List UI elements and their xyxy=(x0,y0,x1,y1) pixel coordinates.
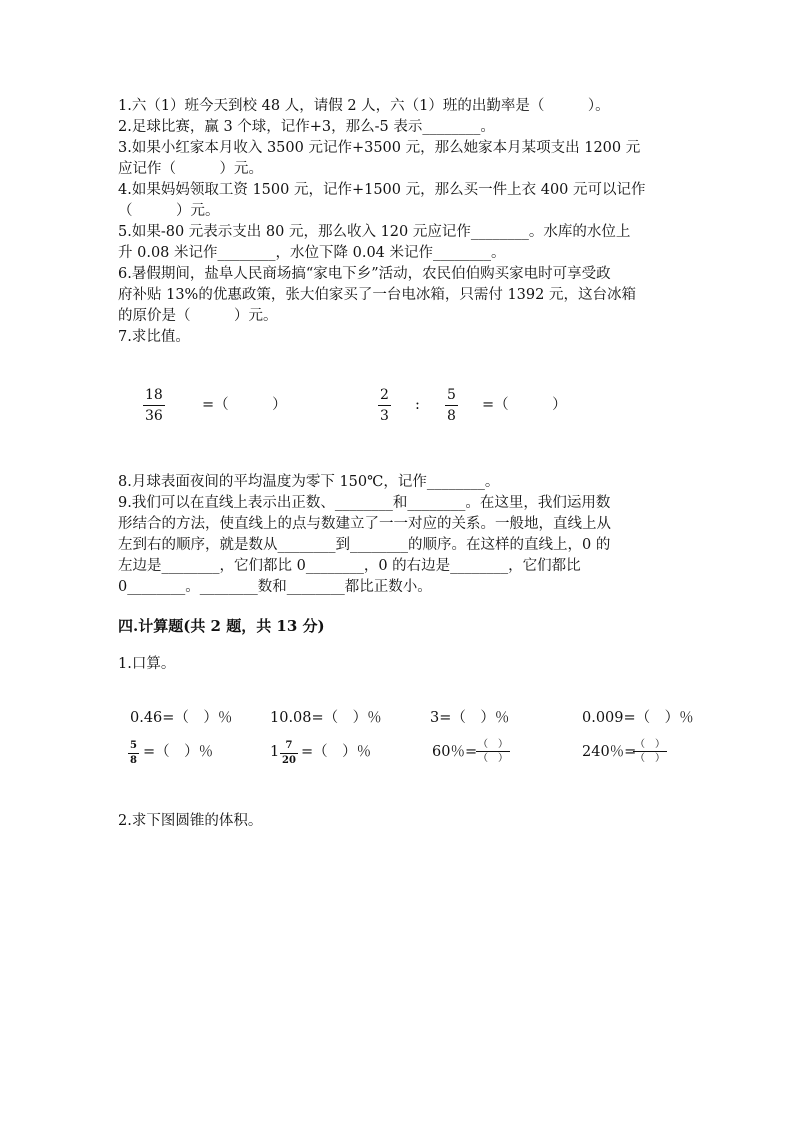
question-6-line-1: 6.暑假期间，盐阜人民商场搞“家电下乡”活动，农民伯伯购买家电时可享受政 xyxy=(118,266,611,282)
calc-item-7-lead: 60％= xyxy=(432,744,478,760)
mixed-whole: 1 xyxy=(270,744,280,760)
fraction-numerator: 7 xyxy=(285,740,293,751)
fraction-numerator: （ ） xyxy=(478,739,508,750)
question-5-line-1: 5.如果-80 元表示支出 80 元，那么收入 120 元应记作________。水库的水位上 xyxy=(118,224,631,240)
calc-item-1: 0.46=（ ）％ xyxy=(130,710,233,726)
fraction-5-8 xyxy=(445,387,458,424)
fraction-bar xyxy=(633,751,667,752)
calc-2-title: 2.求下图圆锥的体积。 xyxy=(118,813,263,829)
fraction-denominator: （ ） xyxy=(635,753,665,764)
fraction-bar xyxy=(445,405,458,406)
question-4-line-1: 4.如果妈妈领取工资 1500 元，记作+1500 元，那么买一件上衣 400 元可以记作 xyxy=(118,182,646,198)
calc-item-6-tail: =（ ）％ xyxy=(301,744,372,760)
question-4-line-2: （ ）元。 xyxy=(118,203,220,219)
fraction-bar xyxy=(378,405,391,406)
fraction-bar xyxy=(476,751,510,752)
answer-blank-1: =（ ） xyxy=(202,397,287,413)
question-5-line-2: 升 0.08 米记作________，水位下降 0.04 米记作________。 xyxy=(118,245,506,261)
ratio-colon: : xyxy=(415,397,420,413)
question-9-line-4: 左边是________，它们都比 0________，0 的右边是________，它们都比 xyxy=(118,558,581,574)
calc-item-4: 0.009=（ ）％ xyxy=(582,710,694,726)
paren-fraction-1 xyxy=(476,739,510,764)
question-2: 2.足球比赛，赢 3 个球，记作+3，那么-5 表示________。 xyxy=(118,119,495,135)
question-3-line-1: 3.如果小红家本月收入 3500 元记作+3500 元，那么她家本月某项支出 1200 元 xyxy=(118,140,641,156)
fraction-bar xyxy=(280,753,298,754)
fraction-numerator: （ ） xyxy=(635,739,665,750)
answer-blank-2: =（ ） xyxy=(482,397,567,413)
fraction-denominator: 8 xyxy=(447,408,456,424)
calc-1-title: 1.口算。 xyxy=(118,656,176,672)
question-9-line-3: 左到右的顺序，就是数从________到________的顺序。在这样的直线上，0 的 xyxy=(118,537,611,553)
fraction-numerator: 18 xyxy=(145,387,163,403)
fraction-denominator: （ ） xyxy=(478,753,508,764)
fraction-bar xyxy=(143,405,165,406)
question-7-title: 7.求比值。 xyxy=(118,329,190,345)
question-6-line-2: 府补贴 13%的优惠政策，张大伯家买了一台电冰箱，只需付 1392 元，这台冰箱 xyxy=(118,287,636,303)
fraction-bar xyxy=(128,753,139,754)
fraction-18-36 xyxy=(143,387,165,424)
fraction-denominator: 8 xyxy=(130,755,137,766)
calc-item-5-tail: =（ ）％ xyxy=(143,744,214,760)
fraction-numerator: 2 xyxy=(380,387,389,403)
fraction-numerator: 5 xyxy=(447,387,456,403)
question-9-line-1: 9.我们可以在直线上表示出正数、________和________。在这里，我们运用数 xyxy=(118,495,611,511)
calc-item-3: 3=（ ）％ xyxy=(430,710,510,726)
question-9-line-2: 形结合的方法，使直线上的点与数建立了一一对应的关系。一般地，直线上从 xyxy=(118,516,611,532)
fraction-5-8-small xyxy=(128,741,139,766)
question-6-line-3: 的原价是（ ）元。 xyxy=(118,308,278,324)
calc-item-2: 10.08=（ ）％ xyxy=(270,710,382,726)
question-3-line-2: 应记作（ ）元。 xyxy=(118,161,263,177)
paren-fraction-2 xyxy=(633,739,667,764)
fraction-2-3 xyxy=(378,387,391,424)
question-8: 8.月球表面夜间的平均温度为零下 150℃，记作________。 xyxy=(118,474,500,490)
fraction-denominator: 36 xyxy=(145,408,163,424)
fraction-numerator: 5 xyxy=(130,740,137,751)
fraction-denominator: 3 xyxy=(380,408,389,424)
fraction-denominator: 20 xyxy=(282,755,296,766)
question-1: 1.六（1）班今天到校 48 人，请假 2 人，六（1）班的出勤率是（ ）。 xyxy=(118,98,610,114)
fraction-7-20-small xyxy=(280,741,298,766)
calc-item-8-lead: 240％= xyxy=(582,744,637,760)
question-9-line-5: 0________。________数和________都比正数小。 xyxy=(118,579,432,595)
section-heading: 四.计算题(共 2 题，共 13 分) xyxy=(118,617,325,635)
